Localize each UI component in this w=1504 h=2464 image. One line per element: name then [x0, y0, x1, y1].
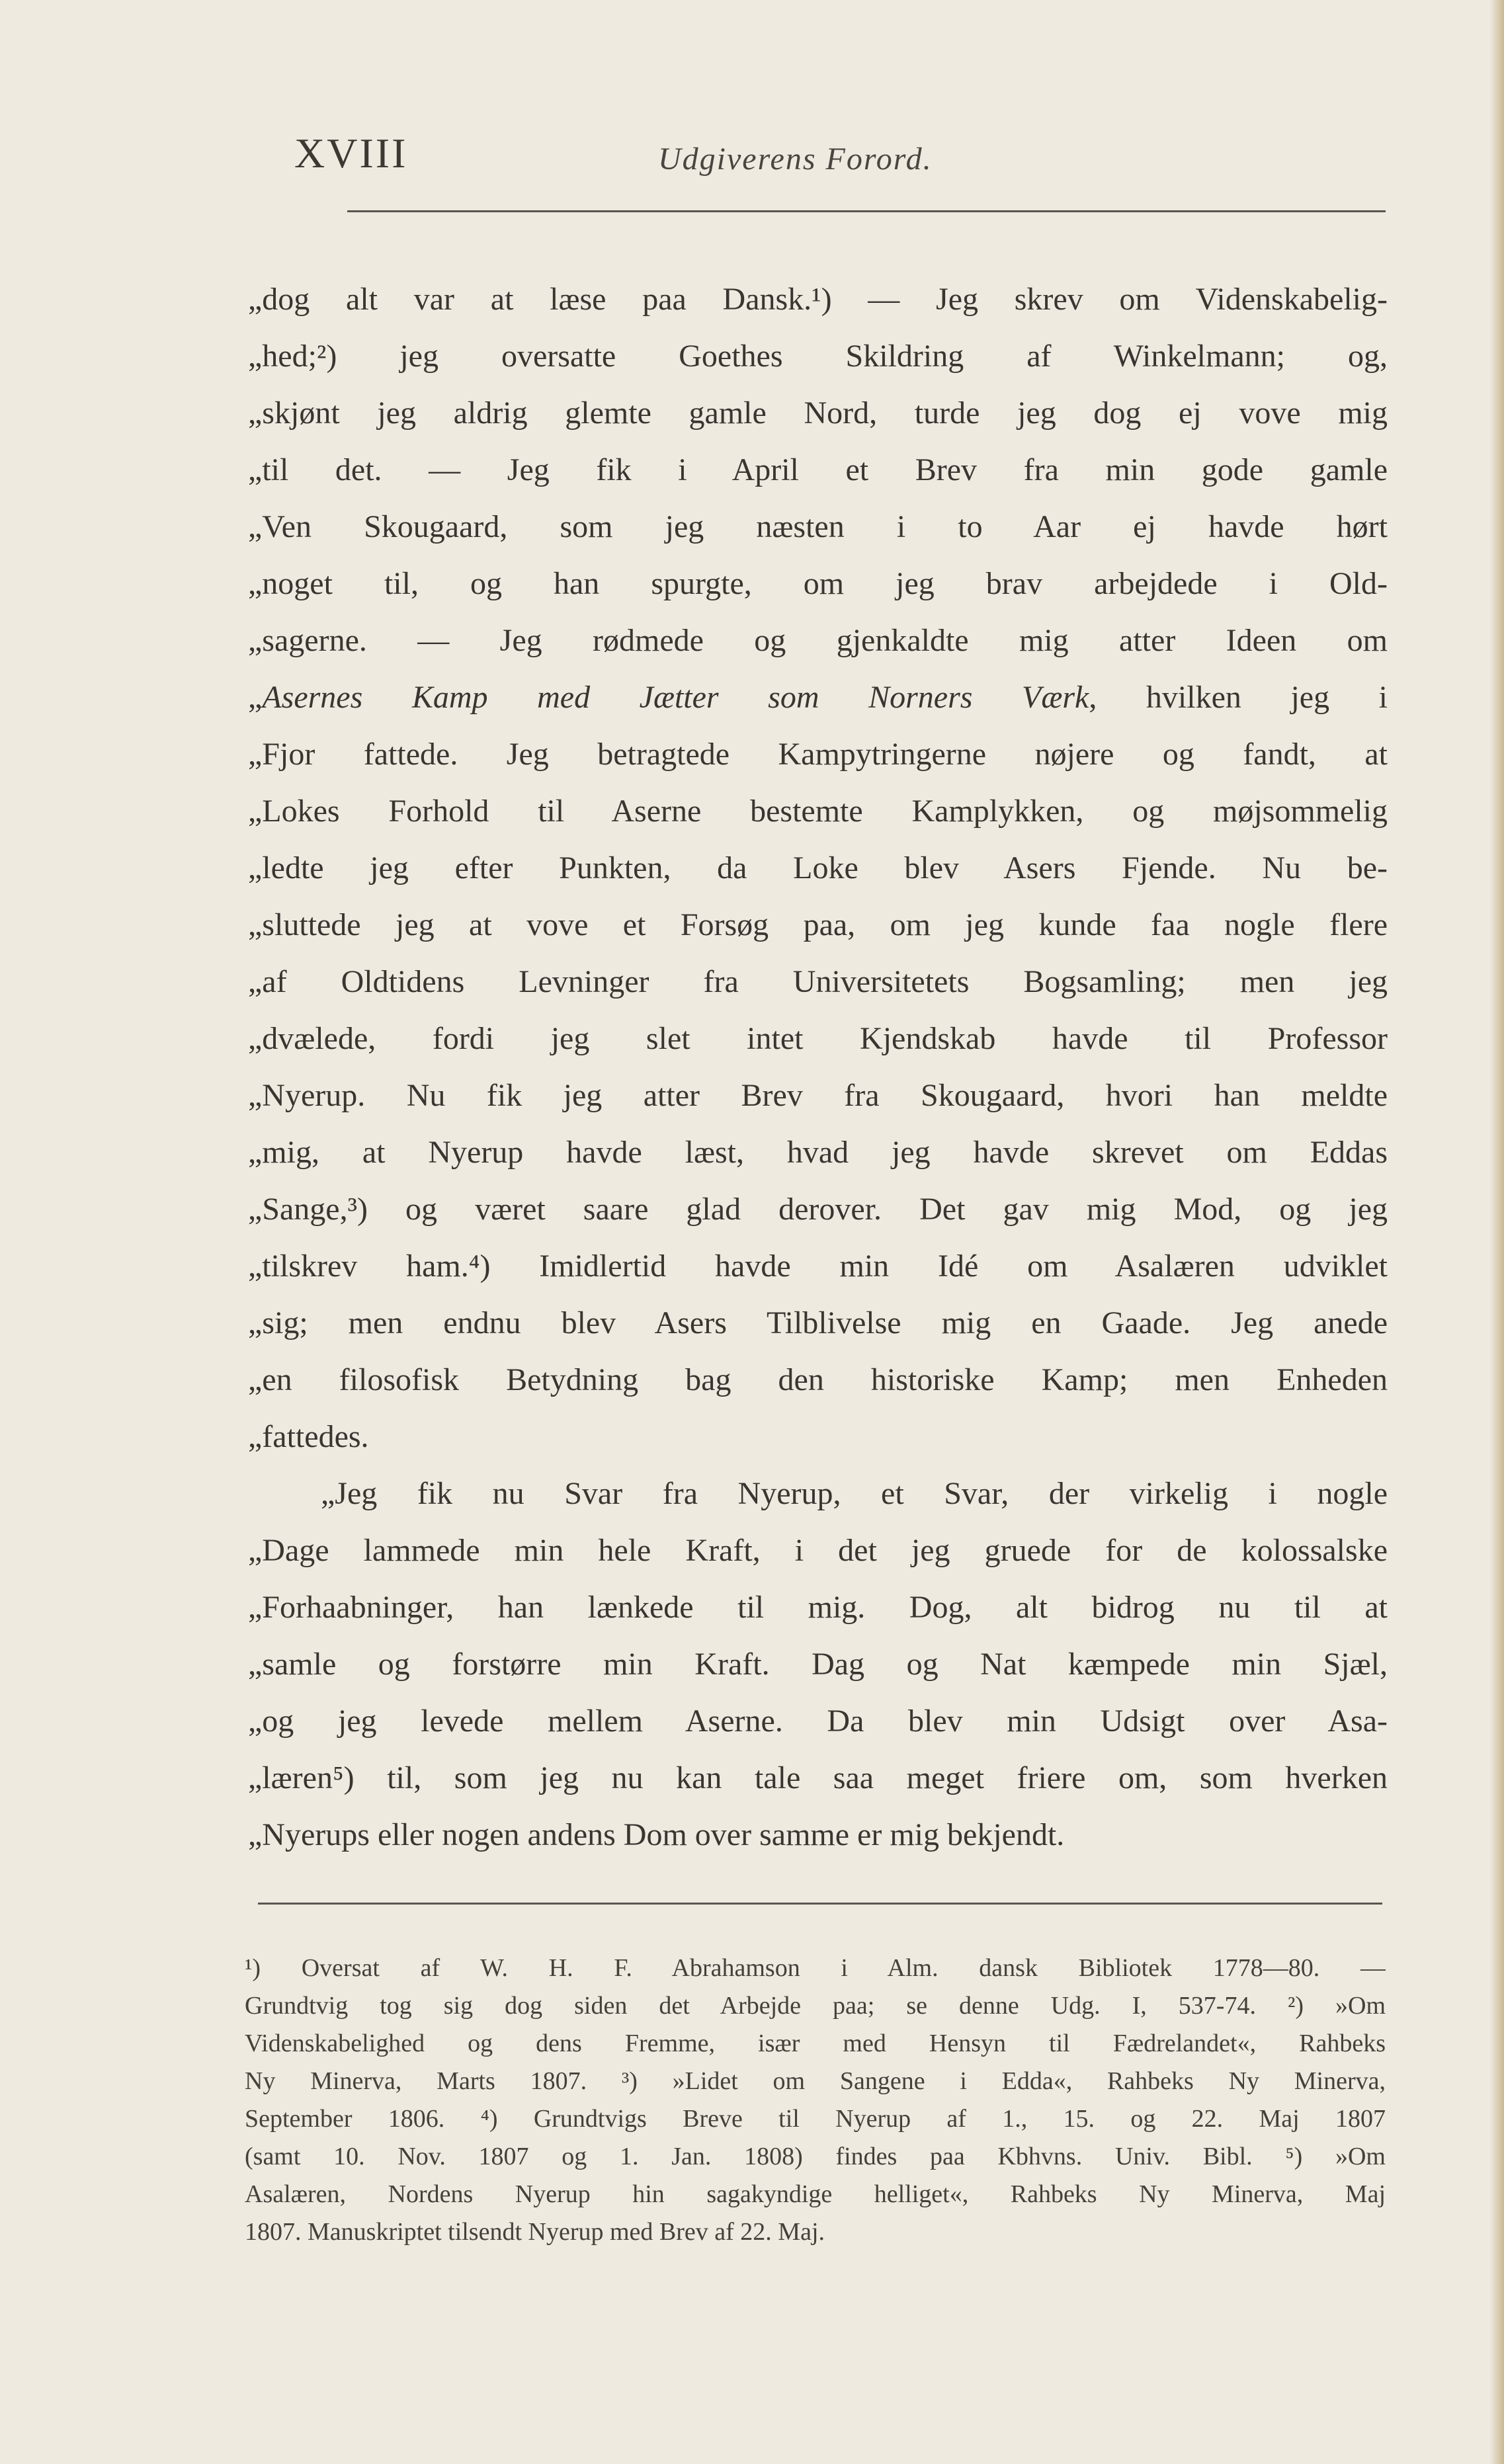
text-line: „sagerne. — Jeg rødmede og gjenkaldte mig atter Ideen om: [248, 623, 1388, 658]
footnote-line: ¹) Oversat af W. H. F. Abrahamson i Alm. dansk Bibliotek 1778—80. —: [245, 1954, 1386, 1982]
footnote-line: September 1806. ⁴) Grundtvigs Breve til Nyerup af 1., 15. og 22. Maj 1807: [245, 2105, 1386, 2133]
text-line-with-title: [248, 669, 1388, 726]
text-line: „ledte jeg efter Punkten, da Loke blev Asers Fjende. Nu be-: [248, 850, 1388, 885]
text-line: „Fjor fattede. Jeg betragtede Kampytringerne nøjere og fandt, at: [248, 737, 1388, 772]
header-rule: [347, 210, 1386, 212]
text-line: „Nyerup. Nu fik jeg atter Brev fra Skougaard, hvori han meldte: [248, 1078, 1388, 1113]
body-text: [248, 271, 1388, 1864]
footnote-last-line: 1807. Manuskriptet tilsendt Nyerup med Brev af 22. Maj.: [245, 2218, 825, 2246]
text-line: „Ven Skougaard, som jeg næsten i to Aar ej havde hørt: [248, 509, 1388, 544]
running-head: Udgiverens Forord.: [658, 142, 933, 177]
text-line: „Dage lammede min hele Kraft, i det jeg gruede for de kolossalske: [248, 1533, 1388, 1568]
text-line: „dvælede, fordi jeg slet intet Kjendskab havde til Professor: [248, 1021, 1388, 1056]
text-line: „Lokes Forhold til Aserne bestemte Kamplykken, og møjsommelig: [248, 794, 1388, 829]
text-line: „Forhaabninger, han lænkede til mig. Dog, alt bidrog nu til at: [248, 1590, 1388, 1625]
text-line: „læren⁵) til, som jeg nu kan tale saa meget friere om, som hverken: [248, 1760, 1388, 1795]
line-suffix: , hvilken jeg i: [1089, 680, 1388, 715]
text-line: „mig, at Nyerup havde læst, hvad jeg havde skrevet om Eddas: [248, 1135, 1388, 1170]
text-line: „tilskrev ham.⁴) Imidlertid havde min Idé om Asalæren udviklet: [248, 1249, 1388, 1284]
footnote-rule: [258, 1903, 1382, 1905]
quote-mark: „: [248, 680, 263, 715]
footnote-line: Videnskabelighed og dens Fremme, især med Hensyn til Fædrelandet«, Rahbeks: [245, 2030, 1386, 2057]
text-line: „af Oldtidens Levninger fra Universitetets Bogsamling; men jeg: [248, 964, 1388, 999]
paragraph-start-line: „Jeg fik nu Svar fra Nyerup, et Svar, der virkelig i nogle: [321, 1476, 1388, 1511]
text-line: „sig; men endnu blev Asers Tilblivelse mig en Gaade. Jeg anede: [248, 1305, 1388, 1340]
page-edge-shadow: [1489, 0, 1504, 2464]
text-line: „samle og forstørre min Kraft. Dag og Nat kæmpede min Sjæl,: [248, 1647, 1388, 1682]
footnotes: [245, 1950, 1386, 2251]
page-header: [294, 129, 1386, 202]
paragraph-end-line: „Nyerups eller nogen andens Dom over samme er mig bekjendt.: [248, 1817, 1065, 1852]
paragraph-end-line: „fattedes.: [248, 1419, 369, 1454]
footnote-line: Grundtvig tog sig dog siden det Arbejde paa; se denne Udg. I, 537-74. ²) »Om: [245, 1992, 1386, 2020]
text-line: „en filosofisk Betydning bag den historiske Kamp; men Enheden: [248, 1362, 1388, 1397]
page-number: XVIII: [294, 130, 408, 177]
text-line: „noget til, og han spurgte, om jeg brav arbejdede i Old-: [248, 566, 1388, 601]
text-line: „til det. — Jeg fik i April et Brev fra min gode gamle: [248, 452, 1388, 487]
footnote-line: Asalæren, Nordens Nyerup hin sagakyndige helliget«, Rahbeks Ny Minerva, Maj: [245, 2180, 1386, 2208]
text-line: „Sange,³) og været saare glad derover. Det gav mig Mod, og jeg: [248, 1192, 1388, 1227]
footnote-line: Ny Minerva, Marts 1807. ³) »Lidet om Sangene i Edda«, Rahbeks Ny Minerva,: [245, 2067, 1386, 2095]
text-line: „skjønt jeg aldrig glemte gamle Nord, turde jeg dog ej vove mig: [248, 395, 1388, 431]
text-line: „og jeg levede mellem Aserne. Da blev min Udsigt over Asa-: [248, 1704, 1388, 1739]
text-line: „sluttede jeg at vove et Forsøg paa, om jeg kunde faa nogle flere: [248, 907, 1388, 942]
text-line: „hed;²) jeg oversatte Goethes Skildring af Winkelmann; og,: [248, 339, 1388, 374]
text-line: „dog alt var at læse paa Dansk.¹) — Jeg skrev om Videnskabelig-: [248, 282, 1388, 317]
footnote-line: (samt 10. Nov. 1807 og 1. Jan. 1808) findes paa Kbhvns. Univ. Bibl. ⁵) »Om: [245, 2143, 1386, 2170]
italic-title: Asernes Kamp med Jætter som Norners Værk: [262, 680, 1089, 715]
